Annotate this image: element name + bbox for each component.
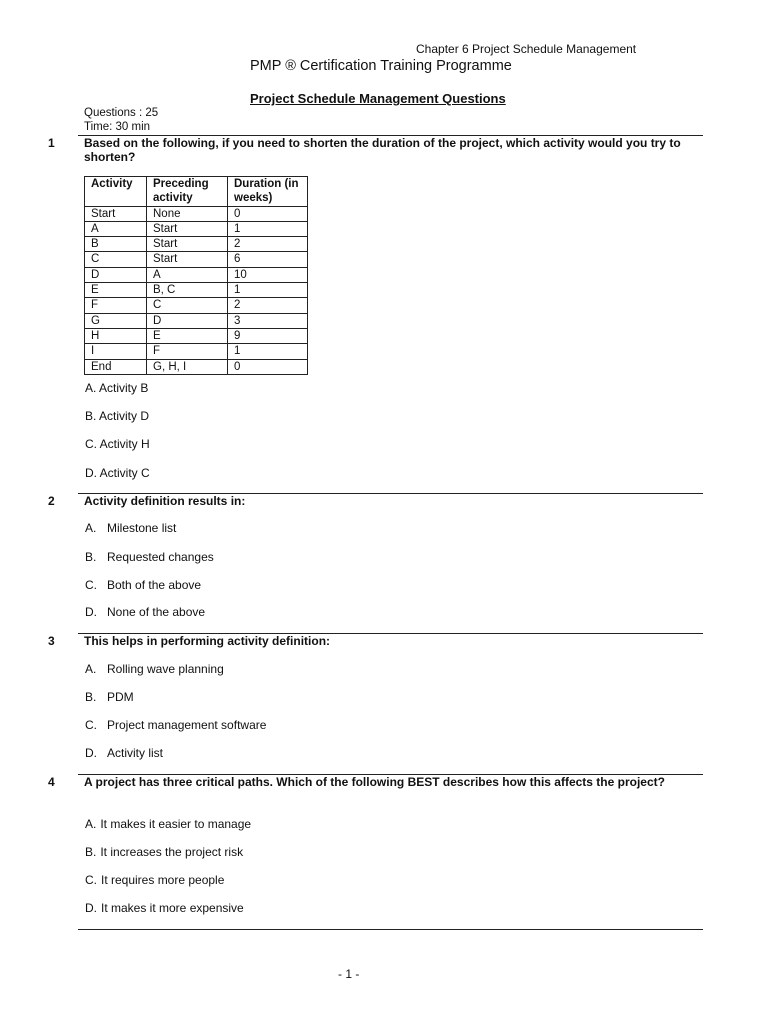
option-text: Both of the above <box>107 578 202 592</box>
option-text: It makes it more expensive <box>101 901 244 915</box>
table-cell: End <box>85 359 147 374</box>
option-label: A. <box>85 521 97 535</box>
question-text: Based on the following, if you need to shorten the duration of the project, which activity would you try to shorten? <box>84 136 681 164</box>
table-cell: 9 <box>228 328 308 343</box>
table-header-row <box>85 177 308 207</box>
option-text: Project management software <box>107 718 267 732</box>
time-limit: Time: 30 min <box>84 121 151 133</box>
table-cell: 2 <box>228 298 308 313</box>
table-cell: F <box>147 344 228 359</box>
table-cell: Start <box>147 237 228 252</box>
option-text: It makes it easier to manage <box>100 817 252 831</box>
option-label: B. <box>85 550 97 564</box>
question-number: 3 <box>48 634 55 648</box>
answer-option <box>85 873 224 887</box>
table-cell: 6 <box>228 252 308 267</box>
answer-option <box>85 690 134 704</box>
table-cell: B, C <box>147 283 228 298</box>
table-cell: A <box>85 221 147 236</box>
page-title: Project Schedule Management Questions <box>250 91 506 106</box>
table-header-cell: Duration (in weeks) <box>228 177 308 207</box>
option-text: Requested changes <box>107 550 214 564</box>
table-cell: G <box>85 313 147 328</box>
option-label: C. <box>85 873 97 887</box>
table-cell: E <box>85 283 147 298</box>
option-text: Rolling wave planning <box>107 662 224 676</box>
table-cell: Start <box>147 221 228 236</box>
question-text: Activity definition results in: <box>84 494 246 508</box>
table-cell: 10 <box>228 267 308 282</box>
table-cell: 1 <box>228 283 308 298</box>
option-label: D. <box>85 901 97 915</box>
table-row <box>85 298 308 313</box>
answer-option <box>85 550 214 564</box>
table-row <box>85 206 308 221</box>
table-cell: 3 <box>228 313 308 328</box>
option-label: D. <box>85 605 97 619</box>
table-cell: G, H, I <box>147 359 228 374</box>
table-row <box>85 359 308 374</box>
table-cell: C <box>85 252 147 267</box>
answer-option <box>85 521 176 535</box>
option-label: A. <box>85 662 97 676</box>
option-label: B. <box>85 845 97 859</box>
table-cell: D <box>147 313 228 328</box>
table-cell: 0 <box>228 359 308 374</box>
question-text: This helps in performing activity definition: <box>84 634 331 648</box>
table-cell: I <box>85 344 147 359</box>
table-cell: 1 <box>228 221 308 236</box>
table-cell: C <box>147 298 228 313</box>
answer-option <box>85 578 201 592</box>
table-header-cell: Activity <box>85 177 147 207</box>
option-label: B. <box>85 690 97 704</box>
table-cell: 1 <box>228 344 308 359</box>
table-row <box>85 237 308 252</box>
table-cell: None <box>147 206 228 221</box>
table-row <box>85 252 308 267</box>
activity-table <box>84 176 308 375</box>
answer-option <box>85 662 224 676</box>
answer-option: D. Activity C <box>85 466 150 480</box>
table-cell: B <box>85 237 147 252</box>
table-row <box>85 283 308 298</box>
table-row <box>85 313 308 328</box>
chapter-header: Chapter 6 Project Schedule Management <box>416 42 637 56</box>
table-cell: Start <box>85 206 147 221</box>
answer-option <box>85 817 251 831</box>
option-text: PDM <box>107 690 134 704</box>
page-number: - 1 - <box>338 967 360 981</box>
option-label: D. <box>85 746 97 760</box>
answer-option <box>85 746 163 760</box>
table-row <box>85 344 308 359</box>
table-row <box>85 328 308 343</box>
option-label: A. <box>85 817 97 831</box>
table-row <box>85 221 308 236</box>
table-cell: A <box>147 267 228 282</box>
program-title: PMP ® Certification Training Programme <box>250 58 512 74</box>
option-text: It increases the project risk <box>100 845 244 859</box>
questions-count: Questions : 25 <box>84 107 159 119</box>
question-number: 1 <box>48 136 55 150</box>
table-cell: F <box>85 298 147 313</box>
answer-option: A. Activity B <box>85 381 149 395</box>
table-cell: 0 <box>228 206 308 221</box>
option-label: C. <box>85 718 97 732</box>
question-number: 4 <box>48 775 55 789</box>
answer-option: B. Activity D <box>85 409 150 423</box>
table-cell: 2 <box>228 237 308 252</box>
option-text: Milestone list <box>107 521 177 535</box>
option-text: None of the above <box>107 605 206 619</box>
page-divider <box>78 929 703 930</box>
table-header-cell: Preceding activity <box>147 177 228 207</box>
table-row <box>85 267 308 282</box>
option-text: It requires more people <box>101 873 225 887</box>
table-cell: D <box>85 267 147 282</box>
option-text: Activity list <box>107 746 164 760</box>
answer-option <box>85 605 205 619</box>
answer-option <box>85 901 244 915</box>
answer-option: C. Activity H <box>85 437 150 451</box>
answer-option <box>85 845 243 859</box>
option-label: C. <box>85 578 97 592</box>
table-cell: E <box>147 328 228 343</box>
table-cell: Start <box>147 252 228 267</box>
question-text: A project has three critical paths. Which of the following BEST describes how this affects the project? <box>84 775 665 789</box>
answer-option <box>85 718 266 732</box>
question-number: 2 <box>48 494 55 508</box>
table-cell: H <box>85 328 147 343</box>
